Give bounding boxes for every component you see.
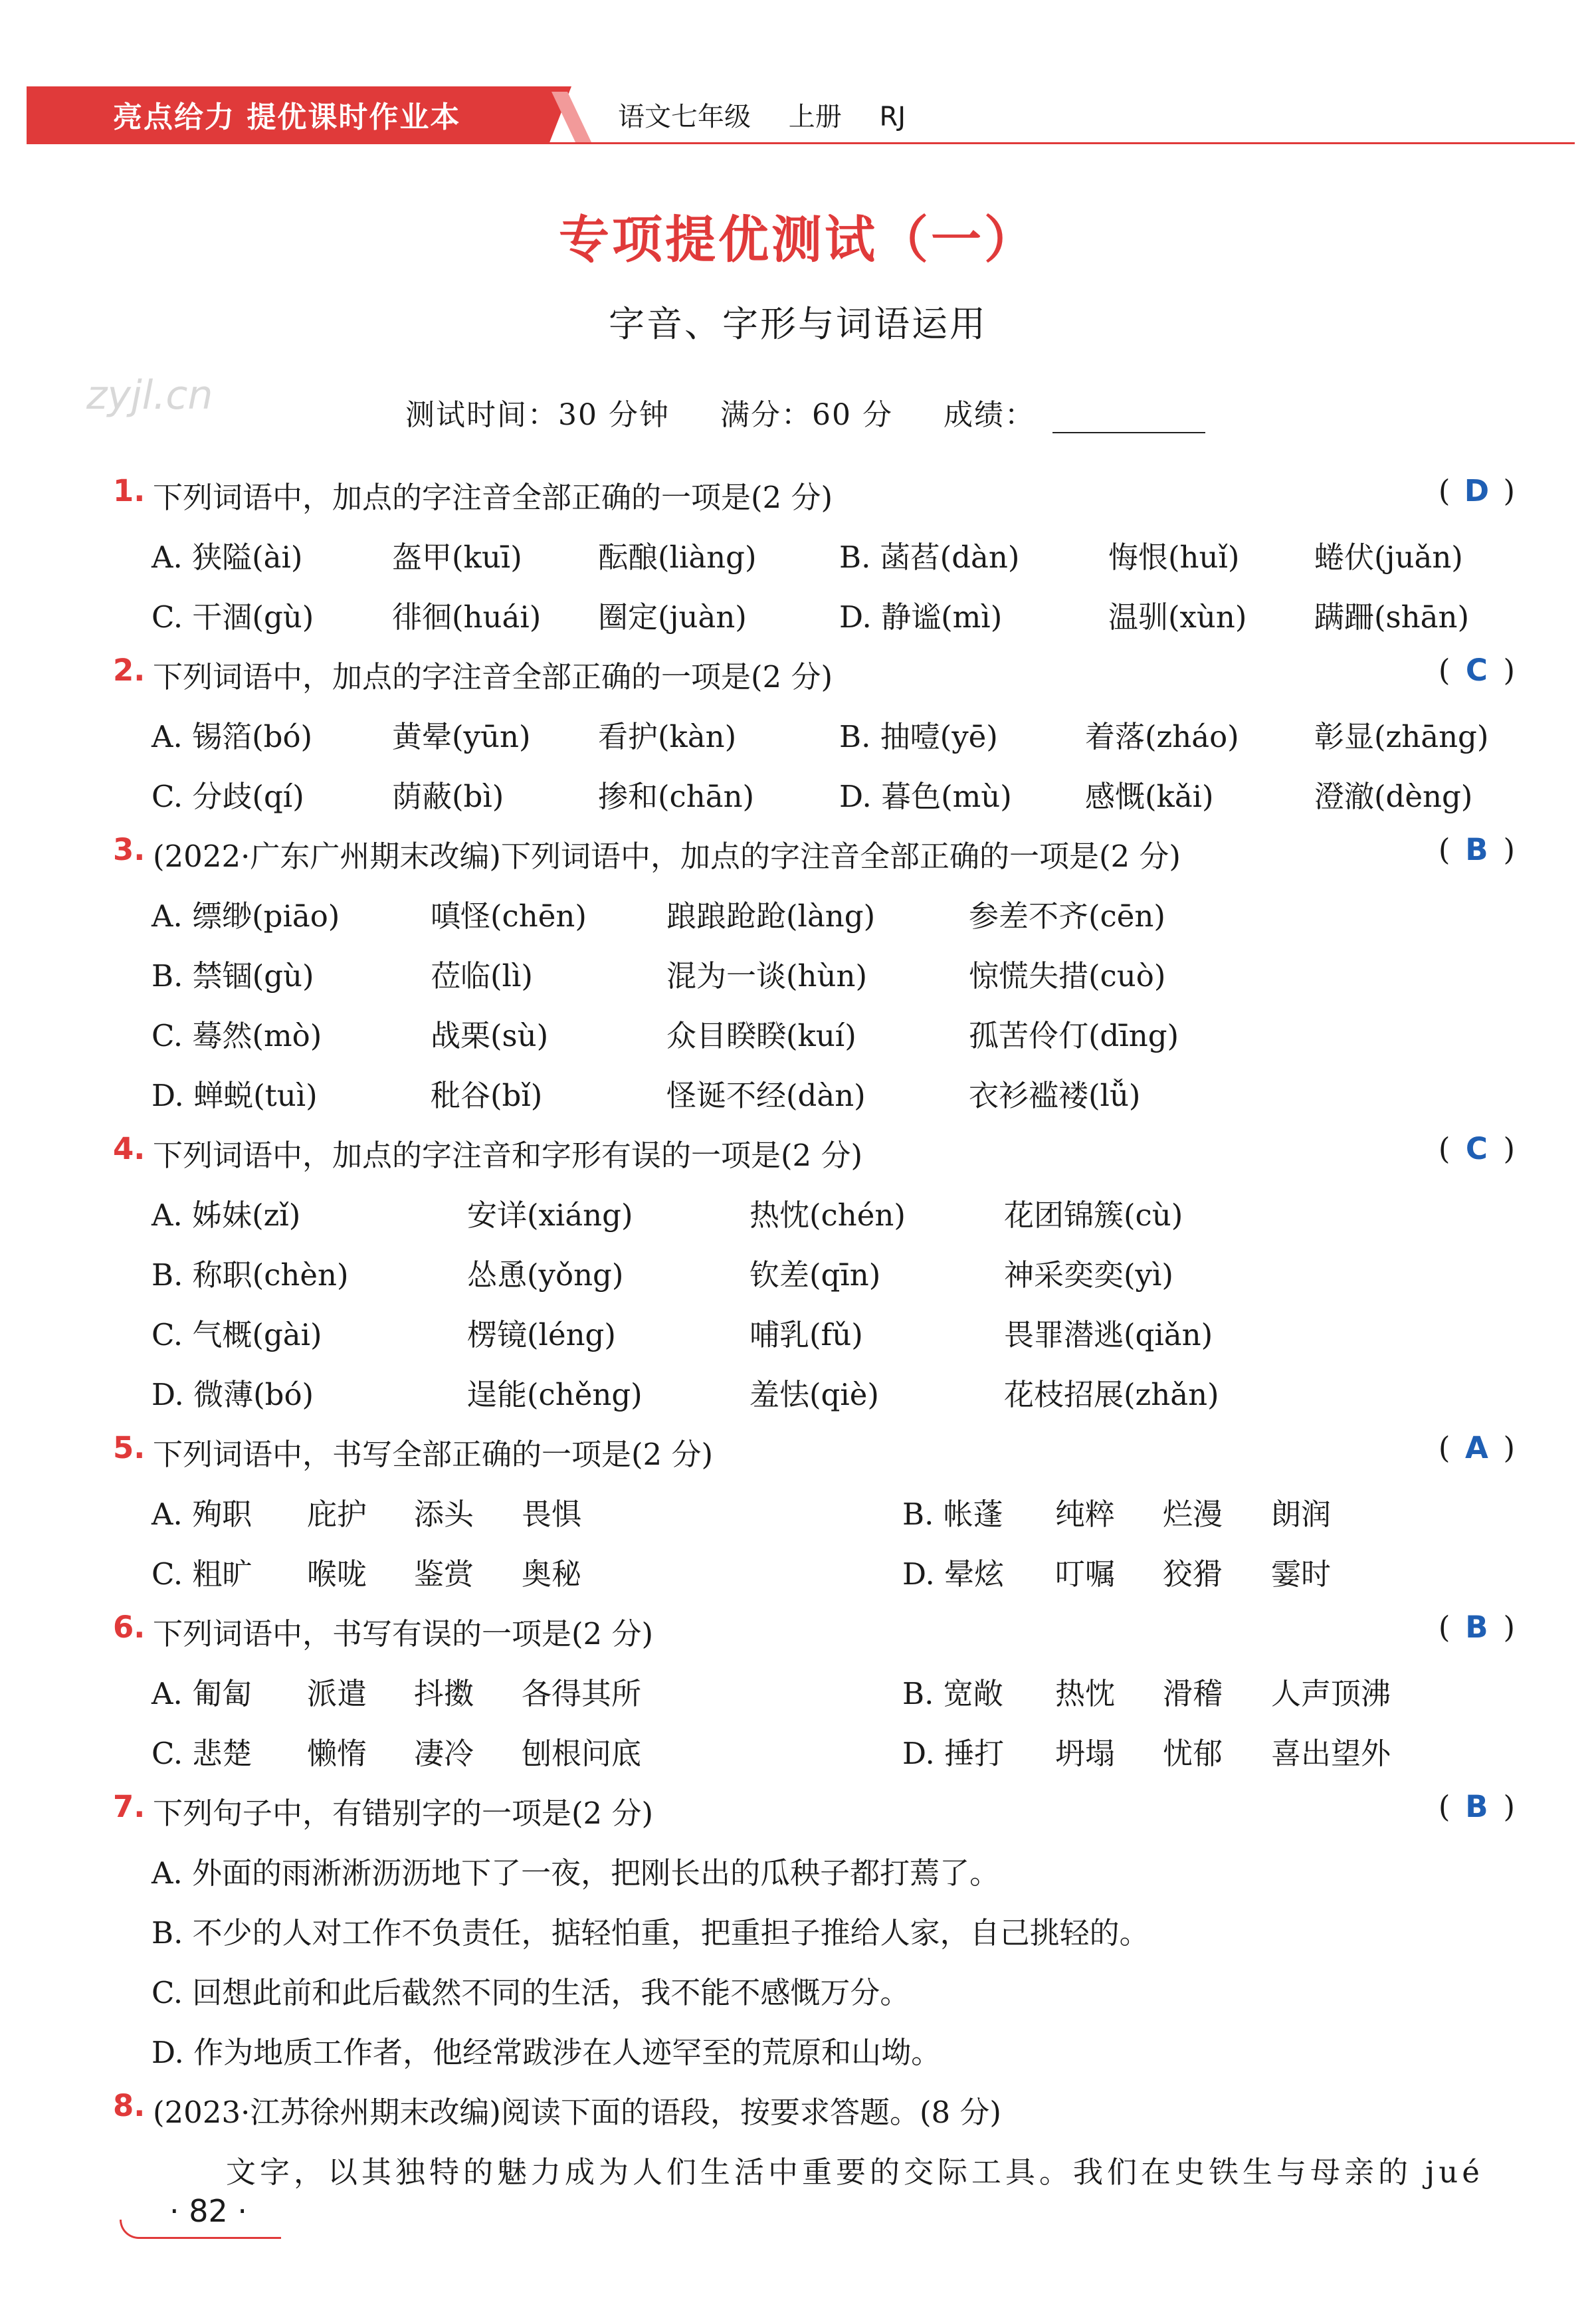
option-item: 哺乳(fǔ) bbox=[749, 1317, 863, 1352]
answer-bracket: ( C ) bbox=[1438, 653, 1515, 688]
option-item: 畏罪潜逃(qiǎn) bbox=[1004, 1317, 1213, 1352]
option-item: 霎时 bbox=[1271, 1556, 1332, 1592]
question-number: 3. bbox=[113, 832, 146, 867]
option-item: D. 微薄(bó) bbox=[151, 1377, 314, 1412]
option-item: 掺和(chān) bbox=[598, 779, 755, 814]
question-stem: 下列词语中，加点的字注音全部正确的一项是(2 分) bbox=[153, 480, 833, 515]
option-item: 踉踉跄跄(làng) bbox=[666, 898, 876, 934]
option-item: 热忱(chén) bbox=[749, 1198, 906, 1233]
option-item: 朗润 bbox=[1271, 1497, 1332, 1532]
option-item: 叮嘱 bbox=[1055, 1556, 1116, 1592]
question-number: 5. bbox=[113, 1430, 146, 1465]
option-item: 坍塌 bbox=[1055, 1736, 1116, 1771]
answer-value: C bbox=[1465, 1131, 1488, 1166]
question-stem: 下列词语中，加点的字注音全部正确的一项是(2 分) bbox=[153, 659, 833, 694]
page-number: · 82 · bbox=[169, 2193, 248, 2229]
question-number: 1. bbox=[113, 473, 146, 508]
question-5 bbox=[113, 1430, 1515, 1470]
option-item: 战栗(sù) bbox=[431, 1018, 549, 1053]
option-item: C. 分歧(qí) bbox=[151, 779, 304, 814]
option-item: A. 锡箔(bó) bbox=[151, 719, 313, 754]
option-item: B. 禁锢(gù) bbox=[151, 958, 314, 994]
option-item: 庇护 bbox=[307, 1497, 367, 1532]
option-item: 安详(xiáng) bbox=[467, 1198, 633, 1233]
option-item: 鉴赏 bbox=[414, 1556, 474, 1592]
test-score-label: 成绩： bbox=[943, 398, 1035, 432]
option-item: 众目睽睽(kuí) bbox=[666, 1018, 856, 1053]
question-6 bbox=[113, 1610, 1515, 1649]
option-item: A. 殉职 bbox=[151, 1497, 252, 1532]
test-info bbox=[405, 391, 1245, 433]
question-number: 6. bbox=[113, 1610, 146, 1645]
option-item: 看护(kàn) bbox=[598, 719, 737, 754]
option-item: 懒惰 bbox=[307, 1736, 367, 1771]
option-item: 添头 bbox=[414, 1497, 474, 1532]
option-item: 滑稽 bbox=[1163, 1676, 1223, 1711]
option-item: 热忱 bbox=[1055, 1676, 1116, 1711]
answer-bracket: ( B ) bbox=[1438, 1789, 1515, 1824]
option-item: 参差不齐(cēn) bbox=[969, 898, 1165, 934]
option-item: 感慨(kǎi) bbox=[1085, 779, 1214, 814]
page-subtitle: 字音、字形与词语运用 bbox=[609, 303, 987, 345]
question-7 bbox=[113, 1789, 1515, 1829]
option-item: 孤苦伶仃(dīng) bbox=[969, 1018, 1179, 1053]
question-1 bbox=[113, 473, 1515, 513]
answer-bracket: ( D ) bbox=[1438, 473, 1515, 508]
header-subject: 语文七年级 bbox=[618, 102, 751, 132]
option-item: C. 蓦然(mò) bbox=[151, 1018, 322, 1053]
question-number: 7. bbox=[113, 1789, 146, 1824]
option-item: C. 干涸(gù) bbox=[151, 599, 314, 635]
option-item: C. 气概(gài) bbox=[151, 1317, 322, 1352]
answer-value: B bbox=[1465, 1610, 1488, 1645]
answer-bracket: ( A ) bbox=[1438, 1430, 1515, 1465]
option-item: 派遣 bbox=[307, 1676, 367, 1711]
option-item: 澄澈(dèng) bbox=[1314, 779, 1473, 814]
option-item: 盔甲(kuī) bbox=[392, 540, 522, 575]
option-item: C. 悲楚 bbox=[151, 1736, 252, 1771]
option-item: 人声顶沸 bbox=[1271, 1676, 1391, 1711]
option-item: 彰显(zhāng) bbox=[1314, 719, 1489, 754]
option-item: 各得其所 bbox=[522, 1676, 642, 1711]
header-brand: 亮点给力 提优课时作业本 bbox=[113, 100, 461, 134]
option-item: B. 称职(chèn) bbox=[151, 1257, 349, 1293]
option-item: 徘徊(huái) bbox=[392, 599, 542, 635]
option-item: 温驯(xùn) bbox=[1108, 599, 1247, 635]
option-item: 刨根问底 bbox=[522, 1736, 642, 1771]
option-item: 怂恿(yǒng) bbox=[467, 1257, 624, 1293]
option-item: 惊慌失措(cuò) bbox=[969, 958, 1166, 994]
answer-bracket: ( B ) bbox=[1438, 1610, 1515, 1645]
option-item: B. 宽敞 bbox=[902, 1676, 1003, 1711]
option-sentence: D. 作为地质工作者，他经常跋涉在人迹罕至的荒原和山坳。 bbox=[151, 2035, 942, 2070]
option-item: D. 晕炫 bbox=[902, 1556, 1005, 1592]
header-meta bbox=[618, 96, 935, 134]
question-number: 2. bbox=[113, 653, 146, 688]
option-item: 神采奕奕(yì) bbox=[1004, 1257, 1173, 1293]
option-item: 花团锦簇(cù) bbox=[1004, 1198, 1183, 1233]
option-item: A. 狭隘(ài) bbox=[151, 540, 303, 575]
option-item: 奥秘 bbox=[522, 1556, 582, 1592]
test-time: 测试时间：30 分钟 bbox=[405, 398, 670, 432]
header-volume: 上册 bbox=[788, 102, 842, 132]
question-4 bbox=[113, 1131, 1515, 1171]
answer-value: A bbox=[1465, 1430, 1488, 1465]
option-sentence: A. 外面的雨淅淅沥沥地下了一夜，把刚长出的瓜秧子都打蔫了。 bbox=[151, 1855, 1000, 1891]
page-title: 专项提优测试（一） bbox=[559, 210, 1037, 269]
question-number: 8. bbox=[113, 2088, 146, 2123]
option-item: 逞能(chěng) bbox=[467, 1377, 643, 1412]
answer-value: D bbox=[1464, 473, 1490, 508]
page-header bbox=[27, 86, 1575, 146]
question-number: 4. bbox=[113, 1131, 146, 1166]
option-item: A. 匍匐 bbox=[151, 1676, 252, 1711]
reading-passage: 文字，以其独特的魅力成为人们生活中重要的交际工具。我们在史铁生与母亲的 jué bbox=[226, 2155, 1484, 2190]
option-item: 混为一谈(hùn) bbox=[666, 958, 868, 994]
question-2 bbox=[113, 653, 1515, 692]
option-item: 喉咙 bbox=[307, 1556, 367, 1592]
header-edition: RJ bbox=[879, 102, 906, 132]
option-item: D. 蝉蜕(tuì) bbox=[151, 1078, 318, 1113]
option-item: D. 捶打 bbox=[902, 1736, 1005, 1771]
option-sentence: C. 回想此前和此后截然不同的生活，我不能不感慨万分。 bbox=[151, 1975, 910, 2010]
option-item: 忧郁 bbox=[1163, 1736, 1223, 1771]
header-rule bbox=[27, 142, 1575, 144]
option-item: B. 菡萏(dàn) bbox=[839, 540, 1020, 575]
option-item: 羞怯(qiè) bbox=[749, 1377, 879, 1412]
option-item: 嗔怪(chēn) bbox=[431, 898, 587, 934]
option-item: D. 静谧(mì) bbox=[839, 599, 1003, 635]
option-item: 纯粹 bbox=[1055, 1497, 1116, 1532]
option-item: 秕谷(bǐ) bbox=[431, 1078, 543, 1113]
question-stem: 下列词语中，书写有误的一项是(2 分) bbox=[153, 1616, 654, 1651]
question-stem: 下列词语中，书写全部正确的一项是(2 分) bbox=[153, 1437, 714, 1472]
option-item: 黄晕(yūn) bbox=[392, 719, 531, 754]
option-item: 烂漫 bbox=[1163, 1497, 1223, 1532]
option-item: 蜷伏(juǎn) bbox=[1314, 540, 1463, 575]
option-item: 狡猾 bbox=[1163, 1556, 1223, 1592]
option-item: 凄冷 bbox=[414, 1736, 474, 1771]
option-item: C. 粗旷 bbox=[151, 1556, 252, 1592]
option-item: 畏惧 bbox=[522, 1497, 582, 1532]
score-blank bbox=[1052, 405, 1205, 433]
answer-value: B bbox=[1465, 1789, 1488, 1824]
question-stem: (2022·广东广州期末改编)下列词语中，加点的字注音全部正确的一项是(2 分) bbox=[153, 839, 1181, 874]
question-stem: 下列句子中，有错别字的一项是(2 分) bbox=[153, 1796, 654, 1831]
answer-value: B bbox=[1465, 832, 1488, 867]
option-item: 荫蔽(bì) bbox=[392, 779, 504, 814]
answer-bracket: ( B ) bbox=[1438, 832, 1515, 867]
option-item: 楞镜(léng) bbox=[467, 1317, 616, 1352]
option-item: D. 暮色(mù) bbox=[839, 779, 1012, 814]
test-full-score: 满分：60 分 bbox=[720, 398, 893, 432]
option-item: 悔恨(huǐ) bbox=[1108, 540, 1240, 575]
option-item: 花枝招展(zhǎn) bbox=[1004, 1377, 1219, 1412]
option-item: 蹒跚(shān) bbox=[1314, 599, 1469, 635]
option-item: B. 抽噎(yē) bbox=[839, 719, 998, 754]
option-item: A. 姊妹(zǐ) bbox=[151, 1198, 301, 1233]
option-item: A. 缥缈(piāo) bbox=[151, 898, 340, 934]
question-stem: 下列词语中，加点的字注音和字形有误的一项是(2 分) bbox=[153, 1138, 863, 1173]
option-item: 抖擞 bbox=[414, 1676, 474, 1711]
question-8 bbox=[113, 2088, 1515, 2128]
option-item: 怪诞不经(dàn) bbox=[666, 1078, 866, 1113]
watermark: zyjl.cn bbox=[86, 372, 213, 419]
option-sentence: B. 不少的人对工作不负责任，掂轻怕重，把重担子推给人家，自己挑轻的。 bbox=[151, 1915, 1149, 1950]
option-item: 圈定(juàn) bbox=[598, 599, 747, 635]
question-3 bbox=[113, 832, 1515, 872]
option-item: 钦差(qīn) bbox=[749, 1257, 881, 1293]
option-item: 着落(zháo) bbox=[1085, 719, 1239, 754]
option-item: 喜出望外 bbox=[1271, 1736, 1391, 1771]
answer-bracket: ( C ) bbox=[1438, 1131, 1515, 1166]
option-item: 衣衫褴褛(lǚ) bbox=[969, 1078, 1141, 1113]
option-item: 酝酿(liàng) bbox=[598, 540, 757, 575]
question-stem: (2023·江苏徐州期末改编)阅读下面的语段，按要求答题。(8 分) bbox=[153, 2095, 1001, 2130]
answer-value: C bbox=[1465, 653, 1488, 688]
option-item: 莅临(lì) bbox=[431, 958, 533, 994]
page-number-footer bbox=[120, 2193, 279, 2240]
option-item: B. 帐蓬 bbox=[902, 1497, 1003, 1532]
